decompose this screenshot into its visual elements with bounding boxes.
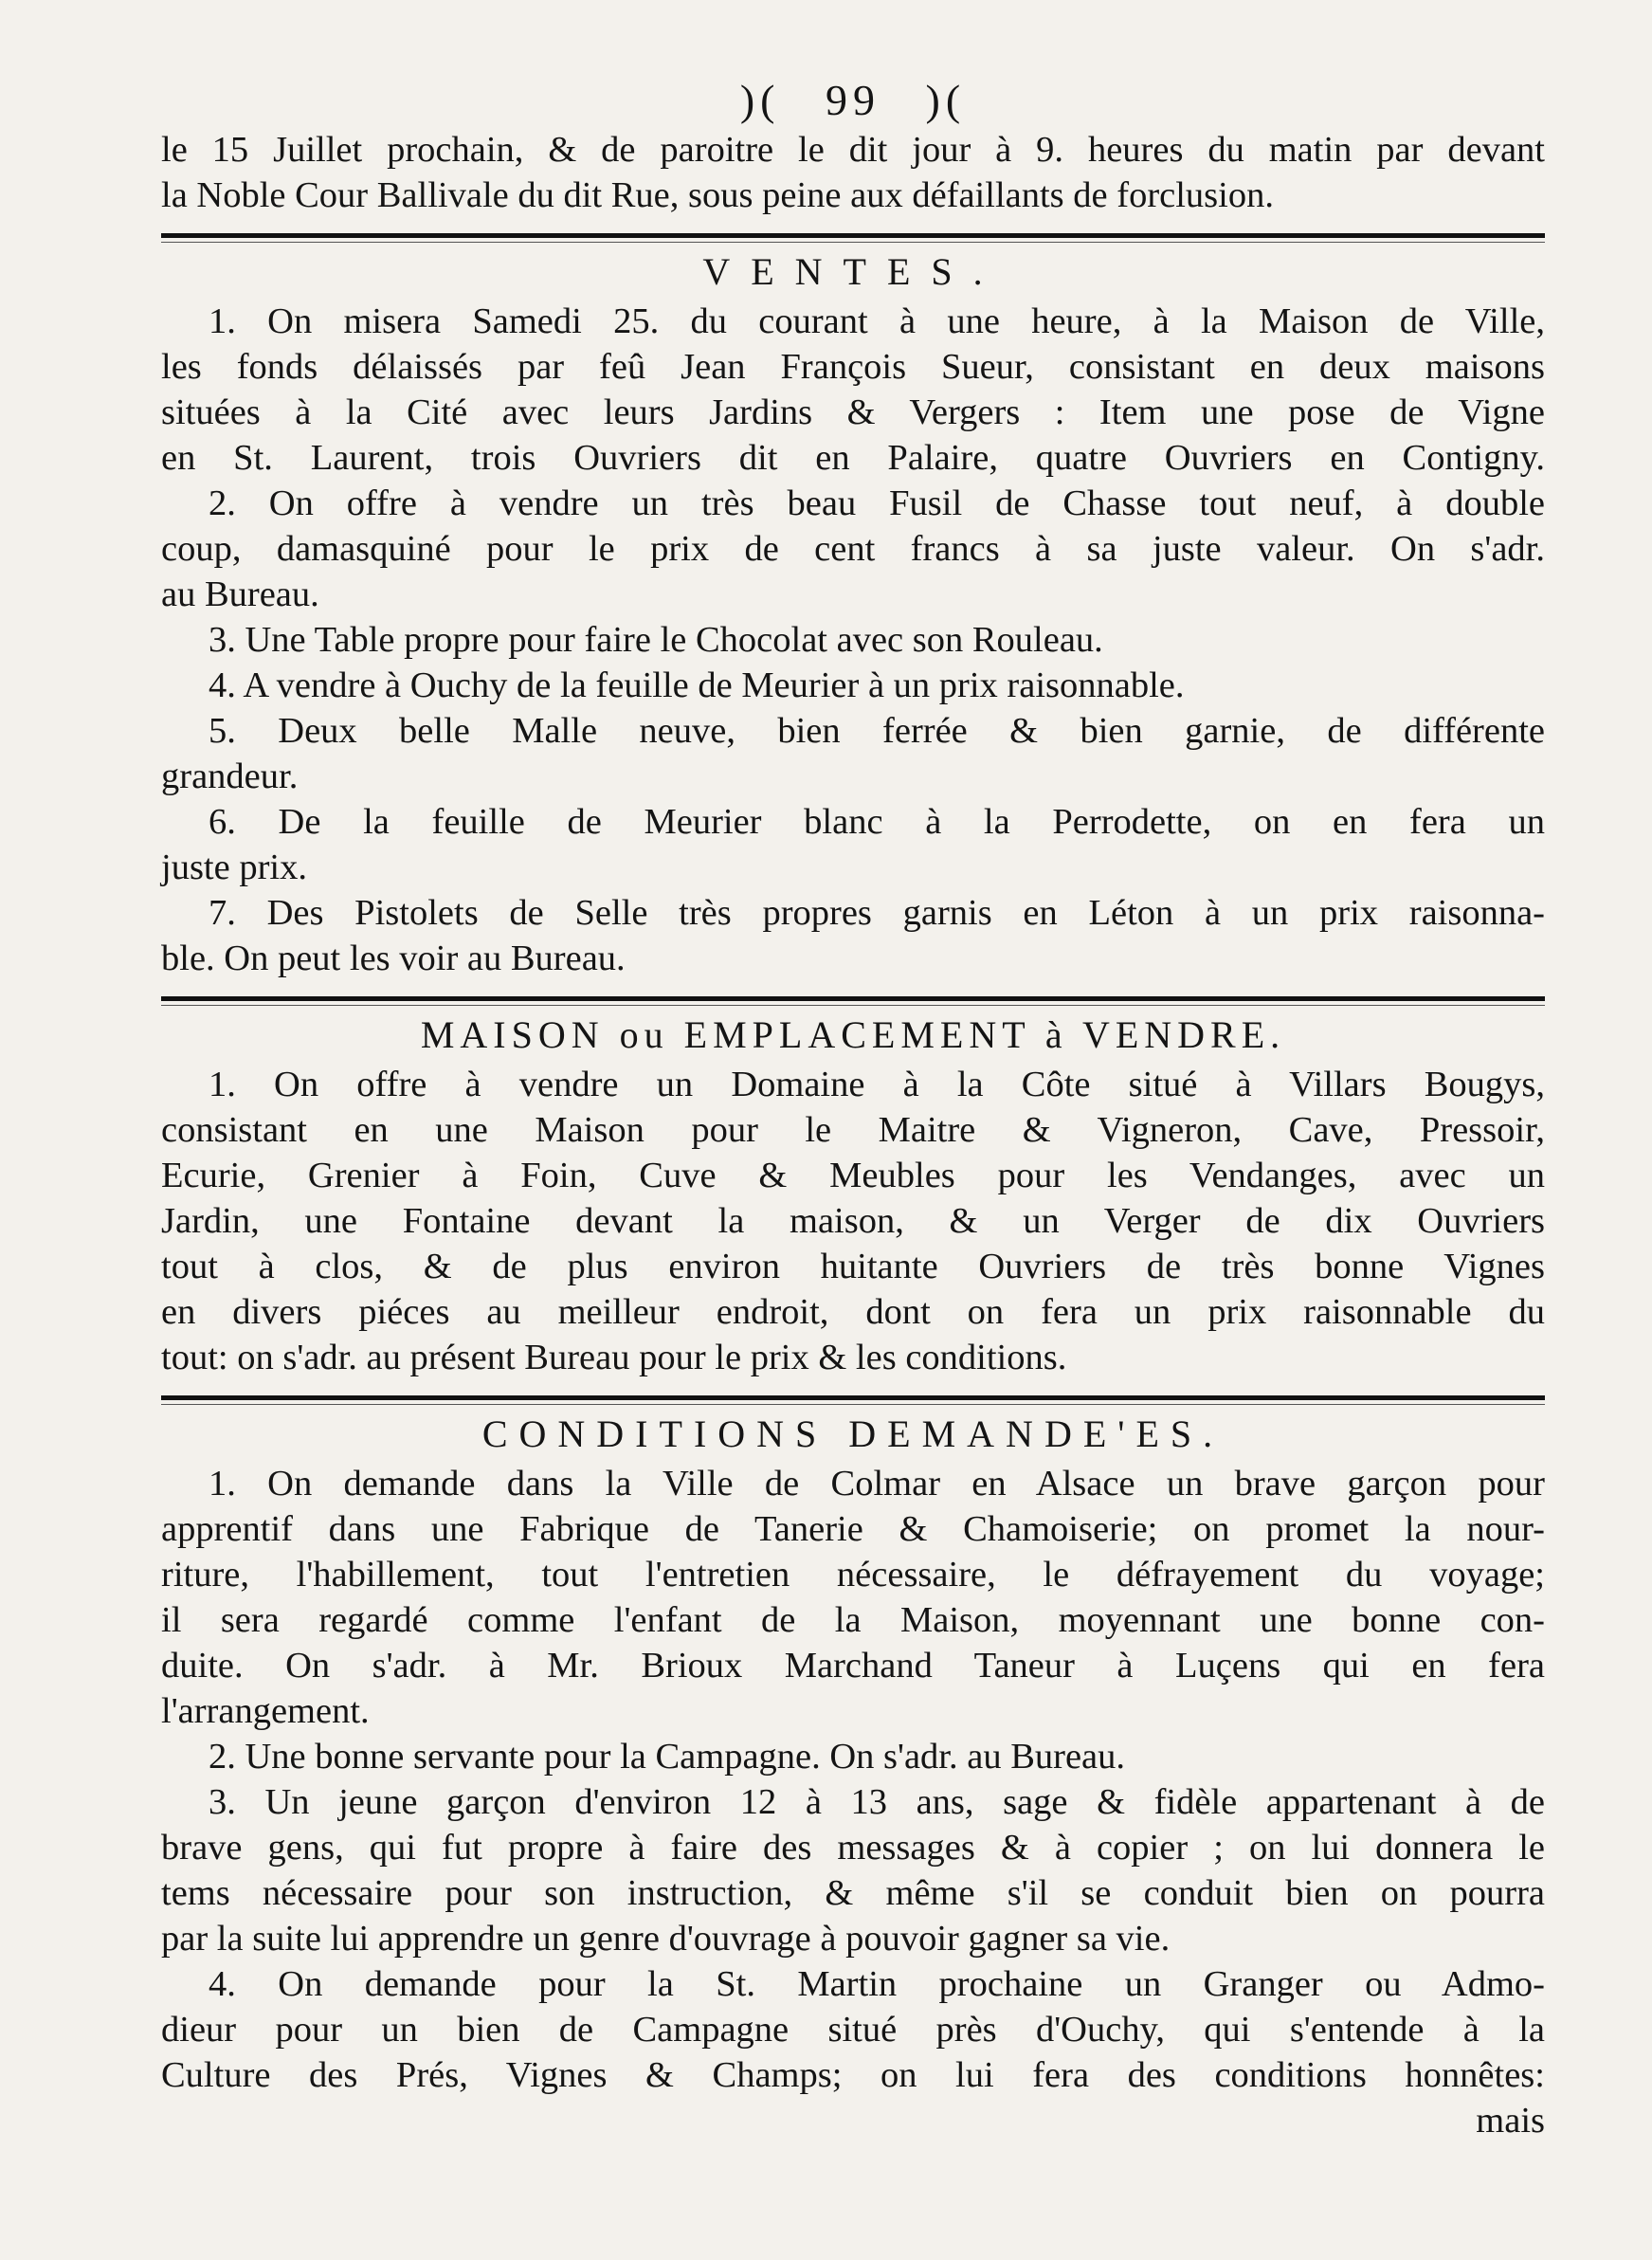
text-line: 2. Une bonne servante pour la Campagne. On s'adr. au Bureau. (209, 1737, 1126, 1777)
text-line: tout à clos, & de plus environ huitante Ouvriers de très bonne Vignes (161, 1247, 1545, 1286)
section-title-conditions: CONDITIONS DEMANDE'ES. (481, 1412, 1225, 1455)
text-line: tout: on s'adr. au présent Bureau pour le prix & les conditions. (161, 1338, 1067, 1377)
text-line: apprentif dans une Fabrique de Tanerie & Chamoiserie; on promet la nour- (161, 1509, 1545, 1549)
text-line: l'arrangement. (161, 1691, 370, 1731)
text-line: 6. De la feuille de Meurier blanc à la Perrodette, on en fera un (209, 802, 1545, 842)
text-line: juste prix. (161, 848, 307, 887)
text-line: situées à la Cité avec leurs Jardins & Vergers : Item une pose de Vigne (161, 392, 1545, 432)
text-line: riture, l'habillement, tout l'entretien nécessaire, le défrayement du voyage; (161, 1555, 1545, 1595)
text-line: Ecurie, Grenier à Foin, Cuve & Meubles pour les Vendanges, avec un (161, 1156, 1545, 1195)
intro-text (161, 127, 1545, 218)
section-divider (161, 1395, 1545, 1400)
text-line: le 15 Juillet prochain, & de paroitre le dit jour à 9. heures du matin par devant (161, 130, 1545, 170)
text-line: 3. Une Table propre pour faire le Chocolat avec son Rouleau. (209, 620, 1103, 660)
text-line: grandeur. (161, 756, 299, 796)
text-line: 4. On demande pour la St. Martin prochaine un Granger ou Admo- (209, 1964, 1545, 2004)
section-title-ventes: VENTES. (702, 250, 1004, 293)
text-line: consistant en une Maison pour le Maitre & Vigneron, Cave, Pressoir, (161, 1110, 1545, 1150)
text-line: dieur pour un bien de Campagne situé près d'Ouchy, qui s'entende à la (161, 2010, 1545, 2050)
section-ventes (161, 299, 1545, 981)
section-divider (161, 996, 1545, 1001)
text-line: au Bureau. (161, 574, 319, 614)
text-line: 4. A vendre à Ouchy de la feuille de Meurier à un prix raisonnable. (209, 665, 1185, 705)
document-page (161, 74, 1545, 2143)
header-ornament-left: )( (739, 76, 781, 124)
text-line: les fonds délaissés par feû Jean François Sueur, consistant en deux maisons (161, 347, 1545, 387)
section-title-maison: MAISON ou EMPLACEMENT à VENDRE. (420, 1013, 1286, 1056)
text-line: par la suite lui apprendre un genre d'ouvrage à pouvoir gagner sa vie. (161, 1919, 1171, 1959)
text-line: Culture des Prés, Vignes & Champs; on lui fera des conditions honnêtes: (161, 2055, 1545, 2095)
text-line: il sera regardé comme l'enfant de la Maison, moyennant une bonne con- (161, 1600, 1545, 1640)
text-line: en St. Laurent, trois Ouvriers dit en Palaire, quatre Ouvriers en Contigny. (161, 438, 1545, 478)
text-line: 2. On offre à vendre un très beau Fusil de Chasse tout neuf, à double (209, 483, 1545, 523)
text-line: 3. Un jeune garçon d'environ 12 à 13 ans, sage & fidèle appartenant à de (209, 1782, 1545, 1822)
header-ornament-right: )( (925, 76, 967, 124)
section-maison (161, 1062, 1545, 1380)
text-line: coup, damasquiné pour le prix de cent francs à sa juste valeur. On s'adr. (161, 529, 1545, 569)
page-header (161, 74, 1545, 127)
section-conditions (161, 1461, 1545, 2098)
text-line: 7. Des Pistolets de Selle très propres garnis en Léton à un prix raisonna- (209, 893, 1545, 933)
section-divider (161, 233, 1545, 238)
text-line: 5. Deux belle Malle neuve, bien ferrée & bien garnie, de différente (209, 711, 1545, 751)
text-line: duite. On s'adr. à Mr. Brioux Marchand Taneur à Luçens qui en fera (161, 1646, 1545, 1686)
text-line: Jardin, une Fontaine devant la maison, & un Verger de dix Ouvriers (161, 1201, 1545, 1241)
text-line: 1. On misera Samedi 25. du courant à une heure, à la Maison de Ville, (209, 301, 1545, 341)
text-line: 1. On offre à vendre un Domaine à la Côte situé à Villars Bougys, (209, 1065, 1545, 1104)
text-line: en divers piéces au meilleur endroit, dont on fera un prix raisonnable du (161, 1292, 1545, 1332)
page-number: 99 (826, 76, 880, 124)
text-line: 1. On demande dans la Ville de Colmar en Alsace un brave garçon pour (209, 1464, 1545, 1504)
text-line: la Noble Cour Ballivale du dit Rue, sous peine aux défaillants de forclusion. (161, 175, 1274, 215)
text-line: ble. On peut les voir au Bureau. (161, 939, 626, 978)
catchword: mais (1476, 2101, 1545, 2141)
text-line: tems nécessaire pour son instruction, & même s'il se conduit bien on pourra (161, 1873, 1545, 1913)
text-line: brave gens, qui fut propre à faire des messages & à copier ; on lui donnera le (161, 1828, 1545, 1868)
